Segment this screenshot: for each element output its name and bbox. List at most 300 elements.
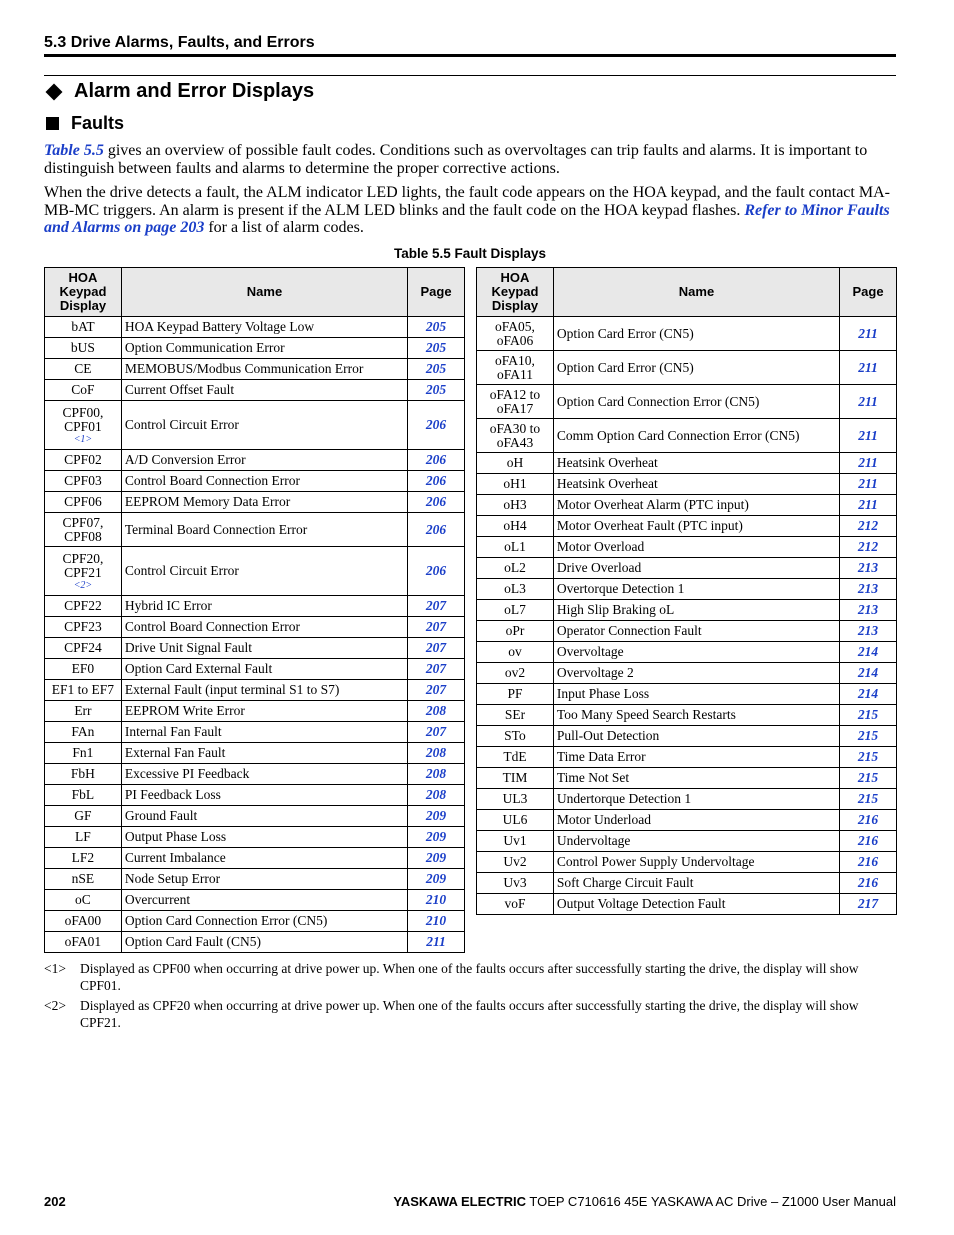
fault-name: Overvoltage	[553, 642, 839, 663]
fault-code-text: CPF07, CPF08	[62, 514, 104, 544]
page-link[interactable]: 213	[840, 579, 897, 600]
fault-name: Control Board Connection Error	[121, 471, 407, 492]
heading-faults	[44, 113, 124, 134]
fault-name: Hybrid IC Error	[121, 596, 407, 617]
fault-code	[45, 722, 122, 743]
fault-name: Ground Fault	[121, 806, 407, 827]
fault-code-text: oL1	[504, 539, 526, 554]
fault-row	[45, 338, 465, 359]
fault-code-text: CPF23	[64, 619, 102, 634]
fault-code-text: EF1 to EF7	[51, 682, 115, 697]
fault-row	[477, 537, 897, 558]
fault-code-text: CPF06	[64, 494, 102, 509]
fault-name: Output Voltage Detection Fault	[553, 894, 839, 915]
fault-row	[45, 317, 465, 338]
fault-name: Undervoltage	[553, 831, 839, 852]
fault-code-text: LF2	[71, 850, 95, 865]
fault-code	[477, 873, 554, 894]
fault-code	[45, 890, 122, 911]
fault-code	[477, 621, 554, 642]
fault-code-text: bUS	[70, 340, 95, 355]
page-link[interactable]: 211	[840, 453, 897, 474]
fault-name: Overcurrent	[121, 890, 407, 911]
fault-row	[45, 764, 465, 785]
fault-name: External Fan Fault	[121, 743, 407, 764]
fault-code-text: oPr	[505, 623, 525, 638]
page-link[interactable]: 211	[840, 317, 897, 351]
fault-name: Input Phase Loss	[553, 684, 839, 705]
fault-code-text: SEr	[504, 707, 526, 722]
detection-paragraph	[44, 184, 900, 237]
page-link[interactable]: 207	[408, 680, 465, 701]
fault-name: Drive Overload	[553, 558, 839, 579]
page-link[interactable]: 209	[408, 869, 465, 890]
fault-code-text: UL3	[502, 791, 528, 806]
page-link[interactable]: 211	[840, 474, 897, 495]
fault-code	[477, 852, 554, 873]
fault-row	[477, 558, 897, 579]
fault-row	[477, 351, 897, 385]
footer-doc-info	[393, 1194, 896, 1209]
page-link[interactable]: 207	[408, 638, 465, 659]
fault-code-text: UL6	[502, 812, 528, 827]
fault-code	[477, 495, 554, 516]
heading-main-text: Alarm and Error Displays	[74, 80, 315, 102]
fault-code	[477, 684, 554, 705]
fault-code-text: TIM	[502, 770, 528, 785]
fault-name: Option Card Connection Error (CN5)	[553, 385, 839, 419]
fault-code-text: bAT	[71, 319, 95, 334]
page-link[interactable]: 211	[840, 351, 897, 385]
fault-row	[477, 600, 897, 621]
fault-code-text: STo	[504, 728, 526, 743]
detection-text: When the drive detects a fault, the ALM indicator LED lights, the fault code appears on the HOA keypad, and the fault contact MA-MB-MC triggers. An alarm is present if the ALM LED blinks and the fault code on the HOA keypad flashes.	[44, 184, 890, 219]
footnote-ref[interactable]: <1>	[73, 433, 93, 445]
fault-row	[45, 380, 465, 401]
fault-name: Current Offset Fault	[121, 380, 407, 401]
fault-row	[477, 747, 897, 768]
fault-row	[477, 642, 897, 663]
fault-code	[477, 768, 554, 789]
fault-name: Excessive PI Feedback	[121, 764, 407, 785]
fault-name: Drive Unit Signal Fault	[121, 638, 407, 659]
page-link[interactable]: 207	[408, 617, 465, 638]
fault-row	[45, 932, 465, 953]
fault-code	[45, 806, 122, 827]
divider-rule	[44, 75, 896, 76]
page-link[interactable]: 213	[840, 621, 897, 642]
fault-row	[45, 359, 465, 380]
fault-code	[477, 317, 554, 351]
fault-code-text: FbH	[70, 766, 95, 781]
fault-name: Control Circuit Error	[121, 401, 407, 450]
fault-row	[477, 726, 897, 747]
fault-code-text: CPF02	[64, 452, 102, 467]
fault-code-text: oH1	[503, 476, 527, 491]
fault-row	[477, 810, 897, 831]
fault-code	[45, 785, 122, 806]
fault-row	[477, 768, 897, 789]
heading-alarm-error-displays	[44, 80, 314, 103]
fault-code-text: oFA05, oFA06	[495, 318, 535, 348]
footnote-mark: <1>	[44, 961, 66, 976]
fault-row	[477, 579, 897, 600]
fault-name: Option Communication Error	[121, 338, 407, 359]
header-name: Name	[553, 268, 839, 317]
fault-code-text: oH	[506, 455, 524, 470]
page-link[interactable]: 215	[840, 789, 897, 810]
page-link[interactable]: 209	[408, 848, 465, 869]
page-link[interactable]: 214	[840, 642, 897, 663]
intro-paragraph	[44, 142, 900, 177]
fault-name: A/D Conversion Error	[121, 450, 407, 471]
fault-name: Output Phase Loss	[121, 827, 407, 848]
fault-code	[477, 894, 554, 915]
fault-row	[477, 852, 897, 873]
fault-code	[45, 547, 122, 596]
fault-code	[45, 659, 122, 680]
fault-code	[477, 705, 554, 726]
fault-code-text: FbL	[71, 787, 95, 802]
fault-code-text: CPF20, CPF21	[62, 550, 104, 580]
fault-row	[45, 450, 465, 471]
fault-name: Comm Option Card Connection Error (CN5)	[553, 419, 839, 453]
fault-row	[45, 401, 465, 450]
page-link[interactable]: 205	[408, 338, 465, 359]
fault-code	[477, 474, 554, 495]
fault-code-text: Uv1	[503, 833, 527, 848]
fault-table-right	[476, 267, 897, 915]
fault-name: Option Card External Fault	[121, 659, 407, 680]
fault-code-text: nSE	[71, 871, 95, 886]
page-link[interactable]: 214	[840, 684, 897, 705]
heading-sub-text: Faults	[71, 113, 125, 133]
fault-row	[45, 638, 465, 659]
fault-name: EEPROM Memory Data Error	[121, 492, 407, 513]
fault-name: External Fault (input terminal S1 to S7)	[121, 680, 407, 701]
page-link[interactable]: 217	[840, 894, 897, 915]
page-link[interactable]: 206	[408, 471, 465, 492]
fault-row	[45, 513, 465, 547]
fault-name: Option Card Error (CN5)	[553, 351, 839, 385]
page-link[interactable]: 206	[408, 547, 465, 596]
fault-name: Overtorque Detection 1	[553, 579, 839, 600]
fault-row	[45, 722, 465, 743]
fault-code	[45, 932, 122, 953]
footnote-text: Displayed as CPF00 when occurring at drive power up. When one of the faults occurs after successfully starting the drive, the display will show CPF01.	[80, 961, 859, 993]
page-link[interactable]: 216	[840, 810, 897, 831]
fault-name: Soft Charge Circuit Fault	[553, 873, 839, 894]
fault-code	[45, 638, 122, 659]
page-link[interactable]: 206	[408, 450, 465, 471]
fault-row	[45, 680, 465, 701]
page-link[interactable]: 211	[408, 932, 465, 953]
fault-code	[45, 401, 122, 450]
fault-code-text: ov	[508, 644, 522, 659]
fault-row	[477, 385, 897, 419]
header-code: HOA Keypad Display	[45, 268, 122, 317]
page-link[interactable]: 205	[408, 359, 465, 380]
fault-name: Motor Underload	[553, 810, 839, 831]
fault-name: Motor Overheat Fault (PTC input)	[553, 516, 839, 537]
fault-code-text: oFA00	[64, 913, 102, 928]
fault-row	[45, 806, 465, 827]
fault-code-text: ov2	[504, 665, 526, 680]
footnote-text: Displayed as CPF20 when occurring at drive power up. When one of the faults occurs after successfully starting the drive, the display will show CPF21.	[80, 998, 859, 1030]
fault-code-text: PF	[507, 686, 523, 701]
fault-code-text: oL7	[504, 602, 526, 617]
page-link[interactable]: 212	[840, 537, 897, 558]
fault-row	[45, 890, 465, 911]
page-link[interactable]: 210	[408, 890, 465, 911]
header-name: Name	[121, 268, 407, 317]
section-header: 5.3 Drive Alarms, Faults, and Errors	[44, 34, 315, 51]
fault-code	[45, 680, 122, 701]
fault-code-text: oFA12 to oFA17	[489, 386, 541, 416]
fault-code	[45, 617, 122, 638]
fault-row	[45, 659, 465, 680]
page-link[interactable]: 205	[408, 380, 465, 401]
fault-name: Heatsink Overheat	[553, 453, 839, 474]
page-link[interactable]: 208	[408, 743, 465, 764]
fault-row	[477, 474, 897, 495]
fault-code-text: FAn	[71, 724, 95, 739]
page-link[interactable]: 206	[408, 492, 465, 513]
footnote-2	[44, 998, 894, 1031]
fault-row	[45, 596, 465, 617]
fault-name: HOA Keypad Battery Voltage Low	[121, 317, 407, 338]
square-bullet-icon	[46, 117, 59, 130]
header-rule	[44, 54, 896, 57]
fault-code-text: TdE	[503, 749, 527, 764]
fault-code	[45, 450, 122, 471]
fault-row	[477, 317, 897, 351]
fault-code	[477, 351, 554, 385]
fault-code-text: oL2	[504, 560, 526, 575]
fault-code	[477, 419, 554, 453]
page-link[interactable]: 215	[840, 726, 897, 747]
table-5-5-link[interactable]: Table 5.5	[44, 142, 104, 159]
page-link[interactable]: 213	[840, 600, 897, 621]
fault-row	[45, 547, 465, 596]
page-link[interactable]: 211	[840, 495, 897, 516]
fault-code-text: oFA01	[64, 934, 102, 949]
fault-code-text: voF	[504, 896, 526, 911]
fault-code-text: oFA30 to oFA43	[489, 420, 541, 450]
fault-name: Pull-Out Detection	[553, 726, 839, 747]
page-link[interactable]: 206	[408, 401, 465, 450]
fault-name: PI Feedback Loss	[121, 785, 407, 806]
detection-tail: for a list of alarm codes.	[204, 219, 364, 236]
fault-code	[477, 558, 554, 579]
fault-code-text: CPF03	[64, 473, 102, 488]
page-link[interactable]: 208	[408, 785, 465, 806]
page-link[interactable]: 205	[408, 317, 465, 338]
fault-code-text: CE	[74, 361, 92, 376]
minor-faults-link[interactable]: Refer to Minor Faults and Alarms on page 203	[44, 201, 890, 236]
fault-name: Node Setup Error	[121, 869, 407, 890]
page-link[interactable]: 216	[840, 852, 897, 873]
fault-name: High Slip Braking oL	[553, 600, 839, 621]
fault-row	[477, 419, 897, 453]
fault-name: Terminal Board Connection Error	[121, 513, 407, 547]
page-link[interactable]: 207	[408, 596, 465, 617]
page-link[interactable]: 210	[408, 911, 465, 932]
page-link[interactable]: 207	[408, 659, 465, 680]
fault-name: Motor Overload	[553, 537, 839, 558]
footer-doc: TOEP C710616 45E YASKAWA AC Drive – Z1000 User Manual	[526, 1194, 896, 1209]
fault-code-text: oC	[75, 892, 91, 907]
footnote-mark: <2>	[44, 998, 66, 1013]
fault-code	[477, 663, 554, 684]
fault-row	[45, 743, 465, 764]
page-link[interactable]: 216	[840, 831, 897, 852]
fault-name: Control Board Connection Error	[121, 617, 407, 638]
fault-code-text: LF	[75, 829, 91, 844]
fault-name: EEPROM Write Error	[121, 701, 407, 722]
page-link[interactable]: 208	[408, 764, 465, 785]
intro-text: gives an overview of possible fault codes. Conditions such as overvoltages can trip faults and alarms. It is important to distinguish between faults and alarms to determine the proper corrective actions.	[44, 142, 868, 177]
page-link[interactable]: 215	[840, 768, 897, 789]
diamond-bullet-icon	[46, 83, 63, 100]
fault-code	[45, 743, 122, 764]
fault-row	[45, 701, 465, 722]
fault-row	[477, 663, 897, 684]
fault-code	[477, 810, 554, 831]
fault-row	[45, 911, 465, 932]
fault-name: Too Many Speed Search Restarts	[553, 705, 839, 726]
fault-name: Current Imbalance	[121, 848, 407, 869]
header-code: HOA Keypad Display	[477, 268, 554, 317]
fault-code-text: CPF22	[64, 598, 102, 613]
page-link[interactable]: 216	[840, 873, 897, 894]
footnote-ref[interactable]: <2>	[73, 579, 93, 591]
fault-row	[477, 894, 897, 915]
header-page: Page	[840, 268, 897, 317]
fault-code	[45, 380, 122, 401]
fault-row	[45, 827, 465, 848]
fault-code-text: oH3	[503, 497, 527, 512]
page-number: 202	[44, 1194, 66, 1209]
page-link[interactable]: 209	[408, 827, 465, 848]
fault-code	[477, 385, 554, 419]
fault-row	[45, 617, 465, 638]
fault-code-text: Err	[74, 703, 92, 718]
fault-name: Option Card Fault (CN5)	[121, 932, 407, 953]
fault-code-text: CoF	[71, 382, 95, 397]
header-page: Page	[408, 268, 465, 317]
fault-code	[45, 911, 122, 932]
fault-row	[477, 684, 897, 705]
page-link[interactable]: 209	[408, 806, 465, 827]
fault-code-text: oFA10, oFA11	[495, 352, 535, 382]
fault-name: Control Power Supply Undervoltage	[553, 852, 839, 873]
fault-code-text: CPF24	[64, 640, 102, 655]
fault-code-text: EF0	[71, 661, 95, 676]
fault-name: Option Card Connection Error (CN5)	[121, 911, 407, 932]
fault-code	[45, 827, 122, 848]
fault-code-text: GF	[74, 808, 92, 823]
fault-name: MEMOBUS/Modbus Communication Error	[121, 359, 407, 380]
fault-code-text: CPF00, CPF01	[62, 404, 104, 434]
fault-row	[477, 705, 897, 726]
footer-brand: YASKAWA ELECTRIC	[393, 1194, 527, 1209]
fault-name: Motor Overheat Alarm (PTC input)	[553, 495, 839, 516]
fault-code	[45, 359, 122, 380]
fault-row	[45, 869, 465, 890]
fault-code	[477, 600, 554, 621]
fault-code-text: oL3	[504, 581, 526, 596]
fault-name: Time Not Set	[553, 768, 839, 789]
fault-row	[45, 785, 465, 806]
page-link[interactable]: 208	[408, 701, 465, 722]
fault-code	[45, 848, 122, 869]
fault-name: Time Data Error	[553, 747, 839, 768]
page-link[interactable]: 211	[840, 419, 897, 453]
fault-code	[477, 831, 554, 852]
fault-name: Undertorque Detection 1	[553, 789, 839, 810]
fault-row	[477, 516, 897, 537]
page-link[interactable]: 214	[840, 663, 897, 684]
fault-row	[45, 848, 465, 869]
fault-name: Overvoltage 2	[553, 663, 839, 684]
fault-row	[477, 495, 897, 516]
page-link[interactable]: 207	[408, 722, 465, 743]
fault-code	[45, 317, 122, 338]
fault-code	[45, 513, 122, 547]
fault-code	[45, 764, 122, 785]
table-title: Table 5.5 Fault Displays	[393, 246, 547, 261]
fault-row	[477, 453, 897, 474]
fault-row	[477, 873, 897, 894]
fault-code	[45, 492, 122, 513]
footnote-1	[44, 961, 894, 994]
fault-code-text: oH4	[503, 518, 527, 533]
fault-code	[45, 869, 122, 890]
fault-code	[477, 579, 554, 600]
fault-code-text: Fn1	[72, 745, 94, 760]
fault-code	[477, 789, 554, 810]
fault-code-text: Uv3	[503, 875, 527, 890]
fault-name: Operator Connection Fault	[553, 621, 839, 642]
page-link[interactable]: 215	[840, 747, 897, 768]
fault-row	[45, 471, 465, 492]
fault-row	[477, 789, 897, 810]
page-link[interactable]: 206	[408, 513, 465, 547]
fault-table-left	[44, 267, 465, 953]
page-link[interactable]: 213	[840, 558, 897, 579]
fault-name: Control Circuit Error	[121, 547, 407, 596]
fault-code	[477, 726, 554, 747]
fault-code	[477, 516, 554, 537]
fault-name: Option Card Error (CN5)	[553, 317, 839, 351]
fault-code-text: Uv2	[503, 854, 527, 869]
fault-code	[45, 338, 122, 359]
fault-code	[45, 596, 122, 617]
fault-row	[477, 621, 897, 642]
fault-code	[45, 471, 122, 492]
fault-name: Internal Fan Fault	[121, 722, 407, 743]
fault-code	[477, 747, 554, 768]
fault-row	[45, 492, 465, 513]
fault-name: Heatsink Overheat	[553, 474, 839, 495]
fault-code	[477, 642, 554, 663]
page-link[interactable]: 215	[840, 705, 897, 726]
fault-code	[477, 453, 554, 474]
page-link[interactable]: 212	[840, 516, 897, 537]
fault-code	[477, 537, 554, 558]
page-link[interactable]: 211	[840, 385, 897, 419]
